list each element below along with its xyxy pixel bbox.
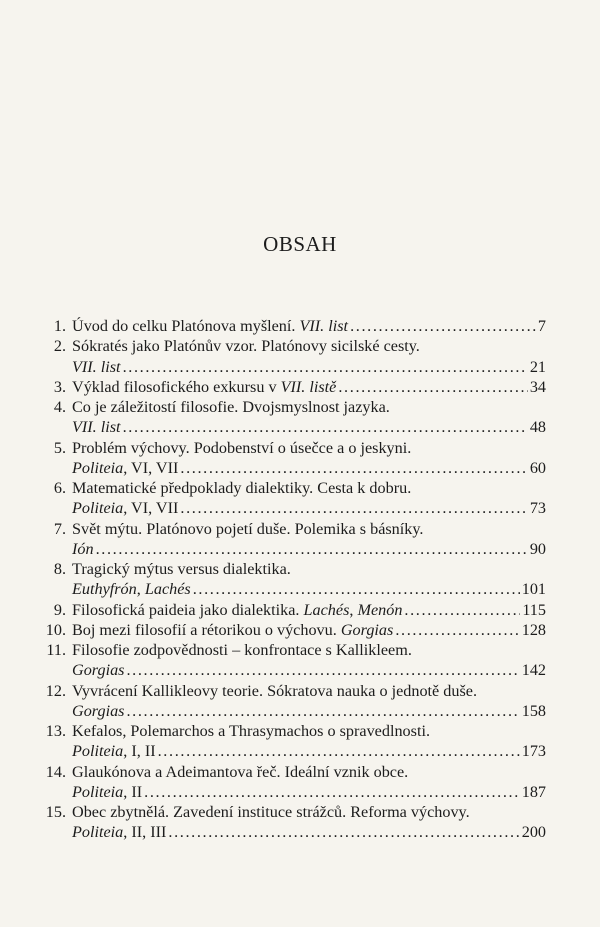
entry-line — [34, 741, 546, 761]
work-title: Politeia — [72, 742, 124, 761]
entry-number: 2. — [53, 337, 66, 356]
dot-leader — [404, 600, 520, 620]
table-of-contents — [34, 316, 546, 843]
page-number: 7 — [537, 317, 546, 335]
dot-leader — [126, 701, 519, 721]
entry-title — [72, 620, 393, 640]
entry-text: Filosofie zodpovědnosti – konfrontace s Kallikleem. — [72, 641, 412, 659]
entry-text: , II — [123, 782, 143, 801]
entry-line — [34, 417, 546, 437]
entry-number: 6. — [53, 479, 66, 497]
entry-subtitle — [72, 458, 178, 478]
entry-text: , — [349, 600, 358, 619]
work-title: Lachés — [303, 600, 350, 619]
entry-number: 4. — [53, 398, 66, 416]
entry-number: 10. — [45, 620, 66, 639]
entry-text: Filosofická paideia jako dialektika. — [72, 600, 304, 619]
entry-text: Vyvrácení Kallikleovy teorie. Sókratova nauka o jednotě duše. — [72, 681, 478, 700]
entry-title — [72, 316, 348, 336]
work-title: VII. list — [299, 317, 349, 335]
entry-number: 12. — [45, 681, 66, 700]
entry-title — [72, 397, 390, 417]
entry-text: Problém výchovy. Podobenství o úsečce a o jeskyni. — [72, 438, 412, 457]
entry-subtitle — [72, 498, 178, 518]
entry-line — [34, 519, 546, 539]
entry-line — [34, 438, 546, 458]
dot-leader — [180, 498, 527, 518]
entry-number: 15. — [45, 803, 66, 821]
toc-entry[interactable] — [34, 397, 546, 438]
toc-entry[interactable] — [34, 316, 546, 336]
page-title: OBSAH — [263, 232, 337, 256]
toc-entry[interactable] — [34, 336, 546, 377]
entry-title — [72, 336, 420, 356]
entry-line — [34, 316, 546, 336]
entry-number: 5. — [53, 438, 66, 457]
entry-title — [72, 802, 470, 822]
dot-leader — [123, 417, 528, 437]
entry-line — [34, 762, 546, 782]
entry-line — [34, 478, 546, 498]
entry-subtitle — [72, 579, 191, 599]
entry-text: Obec zbytnělá. Zavedení instituce strážců. Reforma výchovy. — [72, 803, 470, 821]
entry-text: Glaukónova a Adeimantova řeč. Ideální vznik obce. — [72, 762, 409, 781]
entry-title — [72, 438, 411, 458]
dot-leader — [180, 458, 527, 478]
work-title: Gorgias — [72, 701, 125, 720]
entry-subtitle — [72, 701, 124, 721]
toc-entry[interactable] — [34, 762, 546, 803]
toc-entry[interactable] — [34, 600, 546, 620]
entry-title — [72, 377, 336, 397]
entry-subtitle — [72, 357, 121, 377]
entry-number: 11. — [46, 641, 66, 659]
entry-line — [34, 701, 546, 721]
work-title: VII. list — [72, 357, 121, 376]
entry-title — [72, 519, 423, 539]
entry-text: , VI, VII — [123, 499, 179, 518]
dot-leader — [96, 539, 528, 559]
entry-number: 9. — [53, 600, 66, 619]
entry-line — [34, 620, 546, 640]
toc-entry[interactable] — [34, 559, 546, 600]
entry-line — [34, 600, 546, 620]
entry-title — [72, 762, 408, 782]
entry-title — [72, 721, 430, 741]
entry-line — [34, 802, 546, 822]
toc-entry[interactable] — [34, 802, 546, 843]
toc-entry[interactable] — [34, 620, 546, 640]
entry-title — [72, 681, 477, 701]
entry-line — [34, 660, 546, 680]
entry-line — [34, 579, 546, 599]
page-number: 48 — [529, 418, 546, 437]
work-title: Gorgias — [72, 661, 125, 680]
toc-entry[interactable] — [34, 438, 546, 479]
entry-line — [34, 782, 546, 802]
entry-text: Kefalos, Polemarchos a Thrasymachos o spravedlnosti. — [72, 722, 430, 740]
dot-leader — [338, 377, 527, 397]
dot-leader — [193, 579, 520, 599]
entry-line — [34, 559, 546, 579]
entry-subtitle — [72, 822, 166, 842]
dot-leader — [126, 660, 519, 680]
entry-subtitle — [72, 782, 142, 802]
page-number: 173 — [521, 742, 546, 761]
entry-text: , II, III — [123, 823, 167, 842]
toc-entry[interactable] — [34, 519, 546, 560]
page-number: 34 — [529, 377, 546, 396]
entry-text: , I, II — [123, 742, 156, 761]
page-number: 128 — [521, 620, 546, 639]
toc-entry[interactable] — [34, 681, 546, 722]
dot-leader — [350, 316, 536, 336]
page-number: 60 — [529, 458, 546, 477]
entry-line — [34, 357, 546, 377]
work-title: Euthyfrón — [72, 580, 137, 599]
page-number: 101 — [521, 580, 546, 599]
toc-entry[interactable] — [34, 721, 546, 762]
entry-title — [72, 559, 291, 579]
entry-line — [34, 458, 546, 478]
work-title: Politeia — [72, 458, 124, 477]
toc-entry[interactable] — [34, 478, 546, 519]
entry-number: 3. — [53, 377, 66, 396]
entry-text: , VI, VII — [123, 458, 179, 477]
page-number: 142 — [521, 661, 546, 680]
entry-subtitle — [72, 539, 94, 559]
dot-leader — [395, 620, 519, 640]
entry-number: 13. — [45, 722, 66, 740]
entry-line — [34, 640, 546, 660]
entry-line — [34, 539, 546, 559]
dot-leader — [158, 741, 520, 761]
entry-number: 8. — [53, 560, 66, 578]
entry-text: Úvod do celku Platónova myšlení. — [72, 317, 300, 335]
entry-line — [34, 681, 546, 701]
work-title: VII. list — [72, 418, 121, 437]
page-number: 21 — [529, 357, 546, 376]
entry-line — [34, 498, 546, 518]
work-title: Politeia — [72, 499, 124, 518]
entry-line — [34, 336, 546, 356]
entry-subtitle — [72, 660, 124, 680]
entry-line — [34, 822, 546, 842]
entry-number: 1. — [53, 317, 66, 335]
entry-title — [72, 600, 402, 620]
work-title: Menón — [357, 600, 403, 619]
page-number: 115 — [522, 600, 546, 619]
entry-text: Tragický mýtus versus dialektika. — [72, 560, 291, 578]
entry-line — [34, 721, 546, 741]
entry-title — [72, 478, 411, 498]
entry-line — [34, 377, 546, 397]
entry-title — [72, 640, 412, 660]
entry-text: Boj mezi filosofií a rétorikou o výchovu. — [72, 620, 341, 639]
work-title: Politeia — [72, 823, 124, 842]
entry-subtitle — [72, 741, 156, 761]
page-number: 187 — [521, 782, 546, 801]
work-title: Politeia — [72, 782, 124, 801]
dot-leader — [144, 782, 520, 802]
entry-number: 14. — [45, 762, 66, 781]
dot-leader — [168, 822, 519, 842]
page-number: 90 — [529, 539, 546, 558]
entry-text: Sókratés jako Platónův vzor. Platónovy sicilské cesty. — [72, 337, 420, 356]
toc-entry[interactable] — [34, 377, 546, 397]
entry-number: 7. — [53, 519, 66, 538]
page-number: 158 — [521, 701, 546, 720]
toc-entry[interactable] — [34, 640, 546, 681]
page-number: 73 — [529, 499, 546, 518]
dot-leader — [123, 357, 528, 377]
entry-text: Výklad filosofického exkursu v — [72, 377, 281, 396]
page-number: 200 — [521, 823, 546, 842]
entry-text: , — [136, 580, 145, 599]
work-title: Gorgias — [340, 620, 394, 639]
entry-line — [34, 397, 546, 417]
entry-text: Svět mýtu. Platónovo pojetí duše. Polemika s básníky. — [72, 519, 424, 538]
work-title: Ión — [72, 539, 94, 558]
entry-subtitle — [72, 417, 121, 437]
entry-text: Matematické předpoklady dialektiky. Cesta k dobru. — [72, 479, 412, 497]
work-title: VII. listě — [280, 377, 337, 396]
work-title: Lachés — [144, 580, 191, 599]
entry-text: Co je záležitostí filosofie. Dvojsmyslnost jazyka. — [72, 398, 390, 416]
